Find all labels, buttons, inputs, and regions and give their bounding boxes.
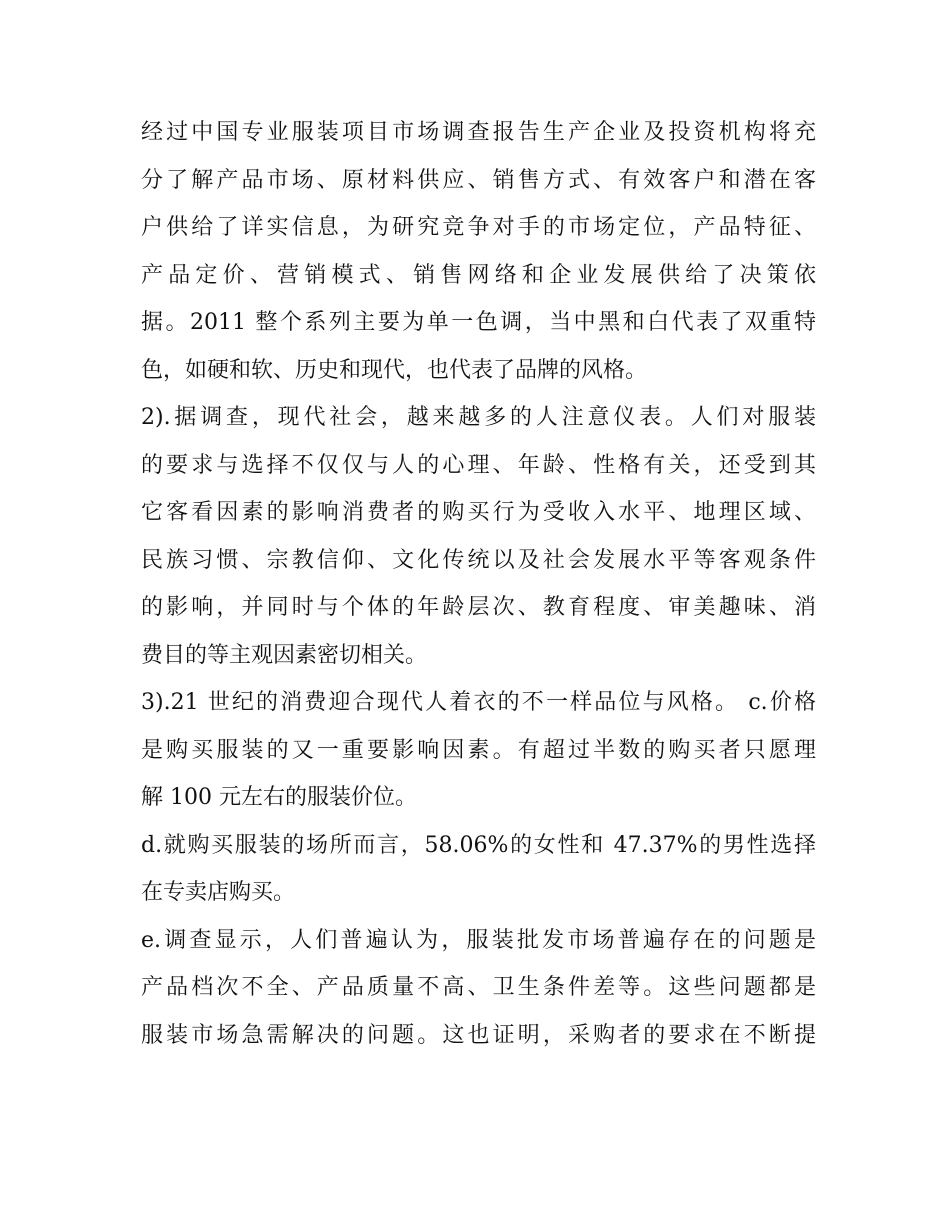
text-line: 产品定价、营销模式、销售网络和企业发展供给了决策依 xyxy=(141,262,816,288)
text-line: 2).据调查，现代社会，越来越多的人注意仪表。人们对服装 xyxy=(141,405,816,430)
text-line: 是购买服装的又一重要影响因素。有超过半数的购买者只愿理 xyxy=(141,737,816,763)
text-line: e.调查显示，人们普遍认为，服装批发市场普遍存在的问题是 xyxy=(141,927,816,953)
text-line: 它客看因素的影响消费者的购买行为受收入水平、地理区域、 xyxy=(141,500,816,525)
text-line: 色，如硬和软、历史和现代，也代表了品牌的风格。 xyxy=(141,357,648,383)
text-line: 解 100 元左右的服装价位。 xyxy=(141,785,417,810)
text-line: d.就购买服装的场所而言，58.06%的女性和 47.37%的男性选择 xyxy=(141,832,816,858)
text-line: 服装市场急需解决的问题。这也证明，采购者的要求在不断提 xyxy=(141,1022,816,1048)
text-line: 的要求与选择不仅仅与人的心理、年龄、性格有关，还受到其 xyxy=(141,452,816,478)
text-line: 的影响，并同时与个体的年龄层次、教育程度、审美趣味、消 xyxy=(141,595,816,620)
paragraph-intro xyxy=(141,109,816,394)
text-line: 费目的等主观因素密切相关。 xyxy=(141,642,428,668)
text-line: 分了解产品市场、原材料供应、销售方式、有效客户和潜在客 xyxy=(141,167,816,193)
text-line: 产品档次不全、产品质量不高、卫生条件差等。这些问题都是 xyxy=(141,975,816,1000)
paragraph-item-2 xyxy=(141,394,816,679)
text-line: 民族习惯、宗教信仰、文化传统以及社会发展水平等客观条件 xyxy=(141,547,816,573)
text-line: 3).21 世纪的消费迎合现代人着衣的不一样品位与风格。 c.价格 xyxy=(141,690,816,715)
text-line: 户供给了详实信息，为研究竞争对手的市场定位，产品特征、 xyxy=(141,215,816,240)
text-line: 据。2011 整个系列主要为单一色调，当中黑和白代表了双重特 xyxy=(141,310,816,335)
paragraph-item-d xyxy=(141,822,816,917)
paragraph-item-3 xyxy=(141,679,816,822)
text-line: 在专卖店购买。 xyxy=(141,880,296,905)
document-body xyxy=(141,109,816,1059)
text-line: 经过中国专业服装项目市场调查报告生产企业及投资机构将充 xyxy=(141,120,816,145)
paragraph-item-e xyxy=(141,917,816,1060)
